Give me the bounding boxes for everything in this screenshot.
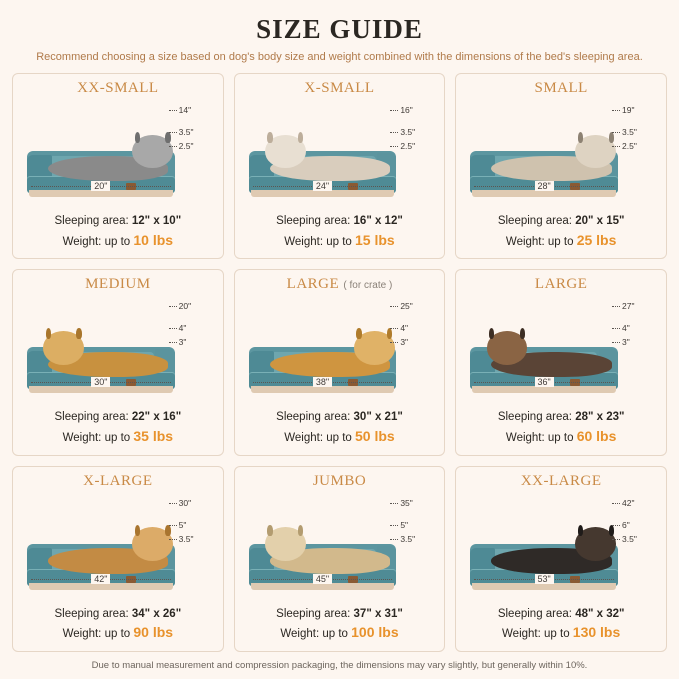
size-name: XX-LARGE <box>520 472 602 489</box>
size-card-specs <box>21 409 215 446</box>
dimension-height: 42" <box>622 497 635 508</box>
dimension-low: 3" <box>400 337 409 348</box>
size-card[interactable] <box>455 466 667 652</box>
bed-illustration <box>243 99 437 211</box>
sleeping-area-label: Sleeping area: <box>54 411 132 424</box>
size-card-specs <box>21 213 215 250</box>
dimension-low: 3" <box>178 337 187 348</box>
sleeping-area-value: 30" x 21" <box>353 411 403 424</box>
weight-value: 130 lbs <box>572 624 621 641</box>
size-name: SMALL <box>534 80 588 96</box>
pet-silhouette-french-bulldog <box>491 139 611 181</box>
weight-uptolabel: up to <box>547 235 577 248</box>
size-note: ( for crate ) <box>343 280 393 292</box>
pet-head <box>487 331 528 365</box>
dimension-width: 36" <box>535 377 554 387</box>
weight-uptolabel: up to <box>544 628 573 641</box>
weight-uptolabel: up to <box>547 431 577 444</box>
pet-ear-left <box>46 328 51 339</box>
sleeping-area-value: 20" x 15" <box>575 214 625 227</box>
page-subtitle: Recommend choosing a size based on dog's body size and weight combined with the dimensions of the bed's sleeping area. <box>36 51 643 63</box>
sleeping-area-row <box>243 606 437 623</box>
dimension-mid: 5" <box>178 519 187 530</box>
weight-row <box>243 622 437 643</box>
weight-row <box>243 426 437 447</box>
pet-silhouette-labrador <box>270 532 390 574</box>
sleeping-area-row <box>21 606 215 623</box>
pet-head <box>43 331 84 365</box>
pet-silhouette-rottweiler <box>491 532 611 574</box>
disclaimer-note: Due to manual measurement and compression packaging, the dimensions may vary slightly, but generally within 10%. <box>91 660 588 671</box>
dimension-width: 42" <box>91 574 110 584</box>
sleeping-area-row <box>243 213 437 230</box>
weight-uptolabel: up to <box>326 431 356 444</box>
dimension-mid: 3.5" <box>178 127 194 137</box>
dimension-callouts <box>169 105 215 161</box>
dimension-width: 53" <box>535 574 554 584</box>
weight-row <box>243 230 437 251</box>
pet-ear-right <box>76 328 81 339</box>
weight-uptolabel: up to <box>104 235 134 248</box>
weight-label: Weight: <box>284 235 327 248</box>
sleeping-area-row <box>21 213 215 230</box>
dimension-width-line <box>31 573 171 598</box>
size-card-title <box>464 276 658 293</box>
weight-value: 60 lbs <box>576 427 617 444</box>
sleeping-area-label: Sleeping area: <box>497 411 576 424</box>
dimension-height: 27" <box>622 301 635 312</box>
dimension-callouts <box>612 301 658 357</box>
size-card[interactable] <box>12 466 224 652</box>
size-card-title <box>21 80 215 97</box>
sleeping-area-row <box>464 606 658 623</box>
dimension-height: 19" <box>622 105 635 115</box>
size-name: X-LARGE <box>83 472 153 489</box>
dimension-mid: 5" <box>400 519 409 530</box>
dimension-low: 3.5" <box>178 533 194 544</box>
sleeping-area-label: Sleeping area: <box>497 214 576 227</box>
sleeping-area-row <box>243 409 437 426</box>
dimension-callouts <box>169 301 215 357</box>
dimension-low: 2.5" <box>400 141 416 151</box>
weight-row <box>21 230 215 251</box>
sleeping-area-row <box>464 409 658 426</box>
size-card[interactable] <box>234 269 446 455</box>
dimension-width: 30" <box>91 377 110 387</box>
dimension-width-line <box>253 377 393 401</box>
size-name: JUMBO <box>312 472 367 489</box>
dimension-height: 35" <box>400 497 413 508</box>
dimension-callouts <box>390 498 436 554</box>
pet-ear-left <box>267 525 272 536</box>
sleeping-area-label: Sleeping area: <box>276 411 354 424</box>
size-card-specs <box>243 606 437 643</box>
bed-illustration <box>21 295 215 407</box>
pet-head <box>265 527 306 561</box>
bed-illustration <box>21 99 215 211</box>
weight-row <box>21 426 215 447</box>
pet-silhouette-shih-tzu <box>270 139 390 181</box>
weight-uptolabel: up to <box>104 628 134 641</box>
dimension-width: 20" <box>91 181 110 191</box>
bed-illustration <box>464 492 658 604</box>
size-card-specs <box>21 606 215 643</box>
size-card-title <box>243 473 437 490</box>
dimension-height: 30" <box>178 497 192 508</box>
dimension-height: 20" <box>178 301 192 312</box>
pet-ear-left <box>135 132 140 143</box>
sleeping-area-value: 28" x 23" <box>575 411 625 424</box>
pet-head <box>265 135 306 169</box>
pet-head <box>354 331 395 365</box>
size-card[interactable] <box>12 73 224 259</box>
weight-uptolabel: up to <box>104 431 134 444</box>
dimension-width: 28" <box>535 181 554 191</box>
dimension-mid: 3.5" <box>622 127 637 137</box>
size-card-title <box>243 276 437 293</box>
sleeping-area-value: 34" x 26" <box>131 607 182 620</box>
weight-uptolabel: up to <box>326 235 356 248</box>
dimension-width: 24" <box>313 181 332 191</box>
dimension-callouts <box>390 301 436 357</box>
weight-row <box>464 426 658 447</box>
dimension-width-line <box>253 180 393 205</box>
size-card-title <box>243 80 437 97</box>
page-title: SIZE GUIDE <box>256 14 423 44</box>
dimension-callouts <box>390 105 436 161</box>
pet-ear-left <box>356 328 361 339</box>
size-card-title <box>464 80 658 97</box>
pet-ear-left <box>578 525 583 536</box>
size-card-specs <box>243 409 437 446</box>
weight-label: Weight: <box>62 628 105 641</box>
pet-ear-left <box>135 525 140 536</box>
dimension-width-line <box>31 180 171 205</box>
pet-silhouette-corgi <box>48 335 168 377</box>
dimension-mid: 4" <box>622 323 630 334</box>
dimension-width-line <box>253 573 393 598</box>
dimension-width: 45" <box>313 574 332 584</box>
size-card-specs <box>243 213 437 250</box>
size-name: X-SMALL <box>304 80 375 96</box>
size-card-title <box>21 473 215 490</box>
size-card[interactable] <box>455 269 667 455</box>
sleeping-area-value: 37" x 31" <box>353 607 403 620</box>
size-name: LARGE <box>286 276 340 293</box>
sleeping-area-row <box>464 213 658 230</box>
dimension-low: 3.5" <box>622 533 637 544</box>
dimension-low: 2.5" <box>178 141 194 151</box>
pet-silhouette-border-collie <box>491 335 611 377</box>
sleeping-area-value: 16" x 12" <box>353 214 403 227</box>
dimension-mid: 6" <box>622 519 630 530</box>
pet-ear-left <box>489 328 494 339</box>
sleeping-area-label: Sleeping area: <box>54 607 132 620</box>
sleeping-area-value: 12" x 10" <box>131 214 182 227</box>
dimension-low: 3.5" <box>400 533 416 544</box>
weight-label: Weight: <box>502 628 545 641</box>
weight-value: 90 lbs <box>133 624 174 641</box>
bed-illustration <box>464 295 658 407</box>
weight-label: Weight: <box>505 235 548 248</box>
dimension-callouts <box>612 498 658 554</box>
weight-label: Weight: <box>62 235 105 248</box>
dimension-height: 14" <box>178 105 192 115</box>
pet-ear-right <box>298 525 303 536</box>
sleeping-area-label: Sleeping area: <box>497 607 576 620</box>
size-card-grid <box>12 73 667 652</box>
dimension-low: 2.5" <box>622 141 637 151</box>
dimension-mid: 4" <box>400 323 409 334</box>
pet-silhouette-shiba-inu <box>270 335 390 377</box>
dimension-callouts <box>169 498 215 554</box>
size-card-specs <box>464 606 658 643</box>
dimension-width-line <box>474 180 614 205</box>
bed-illustration <box>243 492 437 604</box>
dimension-width: 38" <box>313 377 332 387</box>
pet-ear-left <box>267 132 272 143</box>
dimension-width-line <box>474 377 614 401</box>
weight-row <box>464 230 658 251</box>
size-card[interactable] <box>455 73 667 259</box>
size-card[interactable] <box>12 269 224 455</box>
size-card[interactable] <box>234 466 446 652</box>
weight-uptolabel: up to <box>322 628 352 641</box>
size-card-title <box>464 473 658 490</box>
dimension-mid: 4" <box>178 323 187 334</box>
size-card[interactable] <box>234 73 446 259</box>
dimension-mid: 3.5" <box>400 127 416 137</box>
weight-label: Weight: <box>62 431 105 444</box>
weight-value: 50 lbs <box>355 427 395 444</box>
size-card-specs <box>464 213 658 250</box>
weight-row <box>21 622 215 643</box>
pet-silhouette-cat <box>48 139 168 181</box>
weight-label: Weight: <box>505 431 548 444</box>
weight-value: 35 lbs <box>133 427 174 444</box>
dimension-height: 16" <box>400 105 413 115</box>
dimension-height: 25" <box>400 301 413 312</box>
size-name: LARGE <box>534 276 588 293</box>
dimension-low: 3" <box>622 337 630 348</box>
weight-row <box>464 622 658 643</box>
sleeping-area-label: Sleeping area: <box>276 607 354 620</box>
sleeping-area-label: Sleeping area: <box>54 214 132 227</box>
sleeping-area-value: 22" x 16" <box>131 411 182 424</box>
weight-value: 10 lbs <box>133 231 174 248</box>
weight-label: Weight: <box>280 628 323 641</box>
pet-ear-right <box>520 328 525 339</box>
pet-head <box>132 135 173 169</box>
sleeping-area-row <box>21 409 215 426</box>
pet-ear-left <box>578 132 583 143</box>
sleeping-area-value: 48" x 32" <box>575 607 625 620</box>
bed-illustration <box>464 99 658 211</box>
pet-ear-right <box>298 132 303 143</box>
weight-value: 100 lbs <box>351 624 399 641</box>
dimension-width-line <box>474 573 614 598</box>
bed-illustration <box>21 492 215 604</box>
weight-label: Weight: <box>284 431 327 444</box>
sleeping-area-label: Sleeping area: <box>276 214 354 227</box>
size-name: XX-SMALL <box>77 80 159 96</box>
dimension-width-line <box>31 377 171 401</box>
size-card-title <box>21 276 215 293</box>
bed-illustration <box>243 295 437 407</box>
dimension-callouts <box>612 105 658 161</box>
size-card-specs <box>464 409 658 446</box>
pet-silhouette-golden-retriever <box>48 532 168 574</box>
size-name: MEDIUM <box>85 276 151 293</box>
weight-value: 25 lbs <box>576 231 617 248</box>
pet-head <box>132 527 173 561</box>
weight-value: 15 lbs <box>355 231 395 248</box>
